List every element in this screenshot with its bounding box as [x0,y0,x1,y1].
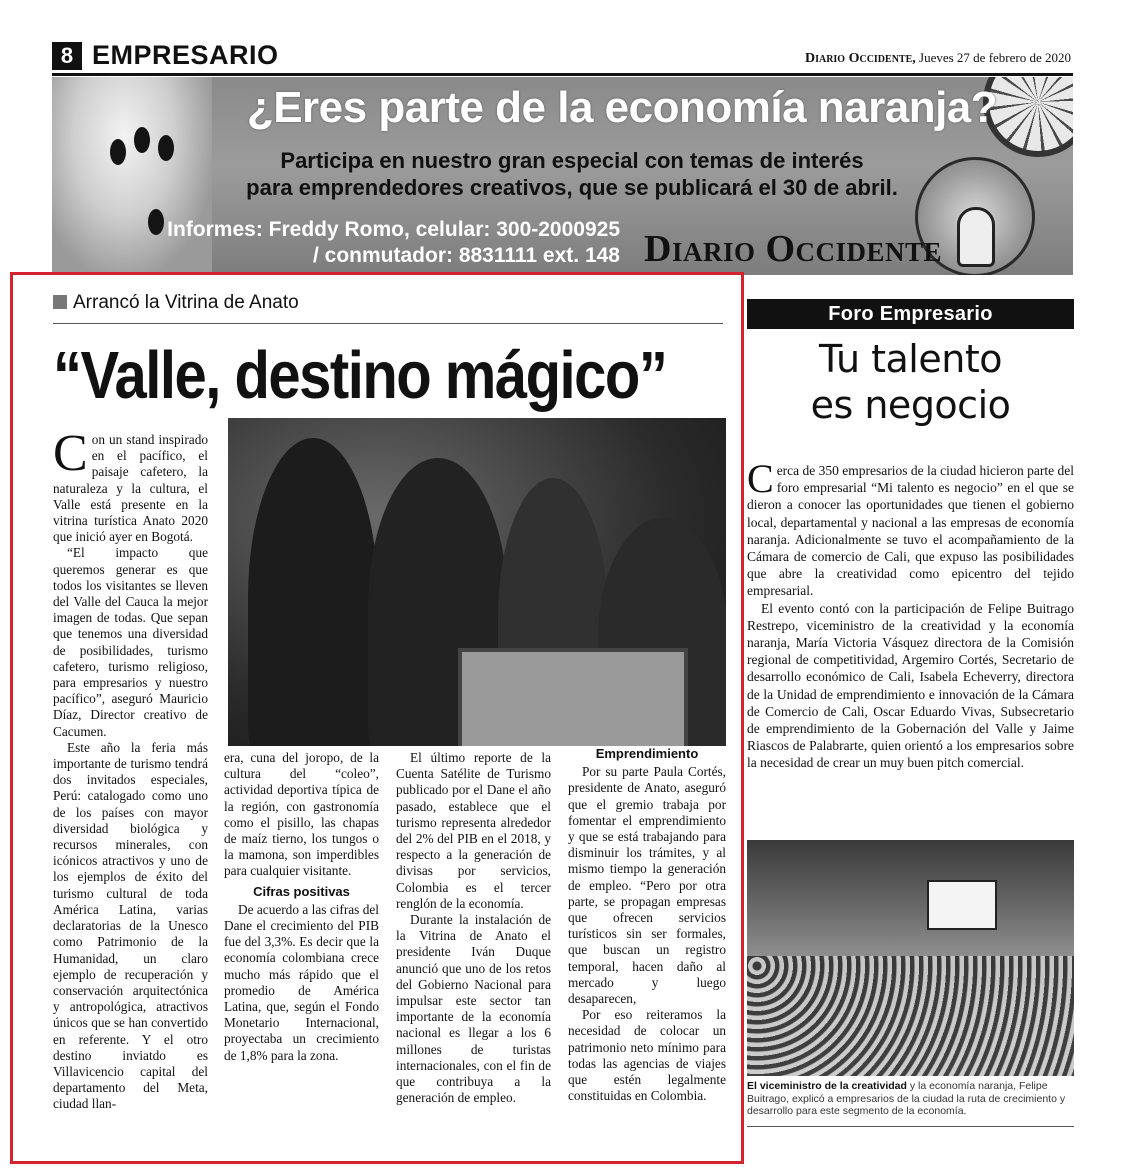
nail-shape [110,139,126,165]
projection-screen [927,880,997,930]
person-silhouette [248,438,378,746]
article-headline: “Valle, destino mágico” [53,338,667,413]
article-column-1 [53,425,208,1113]
article-column-3 [396,750,551,1106]
page-number: 8 [52,42,82,70]
headline-line: es negocio [810,383,1011,427]
caption-rule [747,1126,1074,1127]
anato-stand-photo [228,418,726,746]
paragraph [53,425,208,545]
paragraph: De acuerdo a las cifras del Dane el crecimiento del PIB fue del 3,3%. Es decir que la economía colombiana crece mucho más rápido que el promedio de América Latina, que, según el Fondo Monetario Internacional, proyectaba un crecimiento de 1,8% para la zona. [224,901,379,1063]
paragraph-text: on un stand inspirado en el pacífico, el paisaje cafetero, la naturaleza y la cultura, el Valle está presente en la vitrina turística Anato 2020 que inició ayer en Bogotá. [53,432,208,545]
kicker-rule [53,323,723,324]
lightbulb-icon [957,207,995,267]
headline-line: Tu talento [819,337,1002,381]
sidebar-headline [747,336,1074,428]
article-column-4 [568,746,726,1104]
subhead: Emprendimiento [595,746,699,761]
banner-line: para emprendedores creativos, que se publicará el 30 de abril. [246,175,898,200]
banner-subtitle [202,147,942,201]
banner-ad [52,77,1073,275]
square-bullet-icon [53,295,67,309]
article-kicker [53,292,299,314]
paragraph: “El impacto que queremos generar es que todos los visitantes se lleven del Valle del Cauca la mejor imagen de todas. Que sepan que tenemos una diversidad de posibilidades, turismo cafetero, turismo religioso, para empresarios y nuestro pacífico”, aseguró Mauricio Díaz, Director creativo de Cacumen. [53,545,208,739]
caption-text: y la economía naranja, Felipe Buitrago, explicó a empresarios de la ciudad la ruta de crecimiento y desarrollo para este segmento de la economía. [747,1080,1066,1117]
contact-line: Informes: Freddy Romo, celular: 300-2000925 [167,218,620,241]
photo-caption [747,1080,1074,1118]
article-column-2 [224,750,379,1064]
paragraph-text: erca de 350 empresarios de la ciudad hicieron parte del foro empresarial “Mi talento es negocio” en el que se dieron a conocer las oportunidades que tienen el gobierno local, departamental y nacional a las empresas de economía naranja. Adicionalmente se tuvo el acompañamiento de la Cámara de comercio de Cali, que expuso las posibilidades que abre la creatividad como epicentro del tejido empresarial. [747,463,1074,599]
banner-line: Participa en nuestro gran especial con temas de interés [280,148,864,173]
kicker-text: Arrancó la Vitrina de Anato [73,292,299,313]
forum-audience-photo [747,840,1074,1076]
drop-cap: C [53,425,88,482]
sidebar-body [747,456,1074,772]
paragraph: Por eso reiteramos la necesidad de colocar un patrimonio neto mínimo para todas las agencias de viajes que estén legalmente constituidas en Colombia. [568,1007,726,1104]
paragraph: El último reporte de la Cuenta Satélite de Turismo publicado por el Dane el año pasado, establece que el turismo representa alrededor del 2% del PIB en el 2018, y respecto a la generación de divisas por servicios, Colombia es el tercer renglón de la economía. [396,750,551,911]
display-case [458,648,688,746]
dateline [805,50,1071,67]
nail-shape [158,135,174,161]
banner-contact [160,217,620,269]
audience-crowd [747,956,1074,1076]
subhead: Cifras positivas [253,883,350,899]
drop-cap: C [747,456,774,501]
paragraph: Este año la feria más importante de turismo tendrá dos invitados especiales, Perú: catalogado como uno de los países con mayor diversidad biológica y recursos minerales, con icónicos atractivos y uno de los ejemplos de éxito del turismo cultural de toda América Latina, varias declaratorias de la Unesco como Patrimonio de la Humanidad, un claro ejemplo de recuperación y conservación arquitectónica y antropológica, atractivos únicos que se han convertido en referente. Y el otro destino inviatdo es Villavicencio capital del departamento del Meta, ciudad llan- [53,739,208,1112]
nail-shape [134,127,150,153]
contact-line: / conmutador: 8831111 ext. 148 [312,244,620,267]
paragraph: era, cuna del joropo, de la cultura del “coleo”, actividad deportiva típica de la región, con gastronomía como el pisillo, las chapas de maíz tierno, los tungos o la mamona, son imperdibles para cualquier visitante. [224,750,379,879]
paragraph: Durante la instalación de la Vitrina de Anato el presidente Iván Duque anunció que uno de los retos del Gobierno Nacional para impulsar este sector tan importante de la economía nacional es llegar a los 6 millones de turistas internacionales, con el fin de que contribuya a la generación de empleo. [396,912,551,1106]
banner-question: ¿Eres parte de la economía naranja? [246,83,998,132]
section-title: EMPRESARIO [92,40,279,70]
diario-occidente-logo: Diario Occidente [644,228,943,270]
paragraph: El evento contó con la participación de Felipe Buitrago Restrepo, viceministro de la creatividad y la economía naranja, María Victoria Vásquez directora de la Comisión regional de competitividad, Argemiro Cortés, Secretario de desarrollo económico de Cali, Isabela Echeverry, directora de la Unidad de emprendimiento e innovación de la Cámara de Comercio de Cali, Oscar Eduardo Vivas, Subsecretario de emprendimiento de la Gobernación del Valle y Jaime Riascos de Palabrarte, quien orientó a los empresarios sobre la necesidad de crear un muy buen pitch comercial. [747,600,1074,771]
sidebar-section-title: Foro Empresario [747,299,1074,329]
header-rule [52,73,1073,76]
caption-lead: El viceministro de la creatividad [747,1080,907,1092]
paragraph [747,456,1074,600]
issue-date: Jueves 27 de febrero de 2020 [919,50,1071,65]
paragraph: Por su parte Paula Cortés, presidente de Anato, aseguró que el gremio trabaja por fomentar el emprendimiento y que se está trabajando para disminuir los trámites, y al mismo tiempo la generación de empleo. “Pero por otra parte, se propagan empresas que ofrecen servicios turísticos sin ser formales, que buscan un registro temporal, hacen daño al mercado y luego desaparecen, [568,764,726,1007]
paper-name: Diario Occidente, [804,51,916,66]
